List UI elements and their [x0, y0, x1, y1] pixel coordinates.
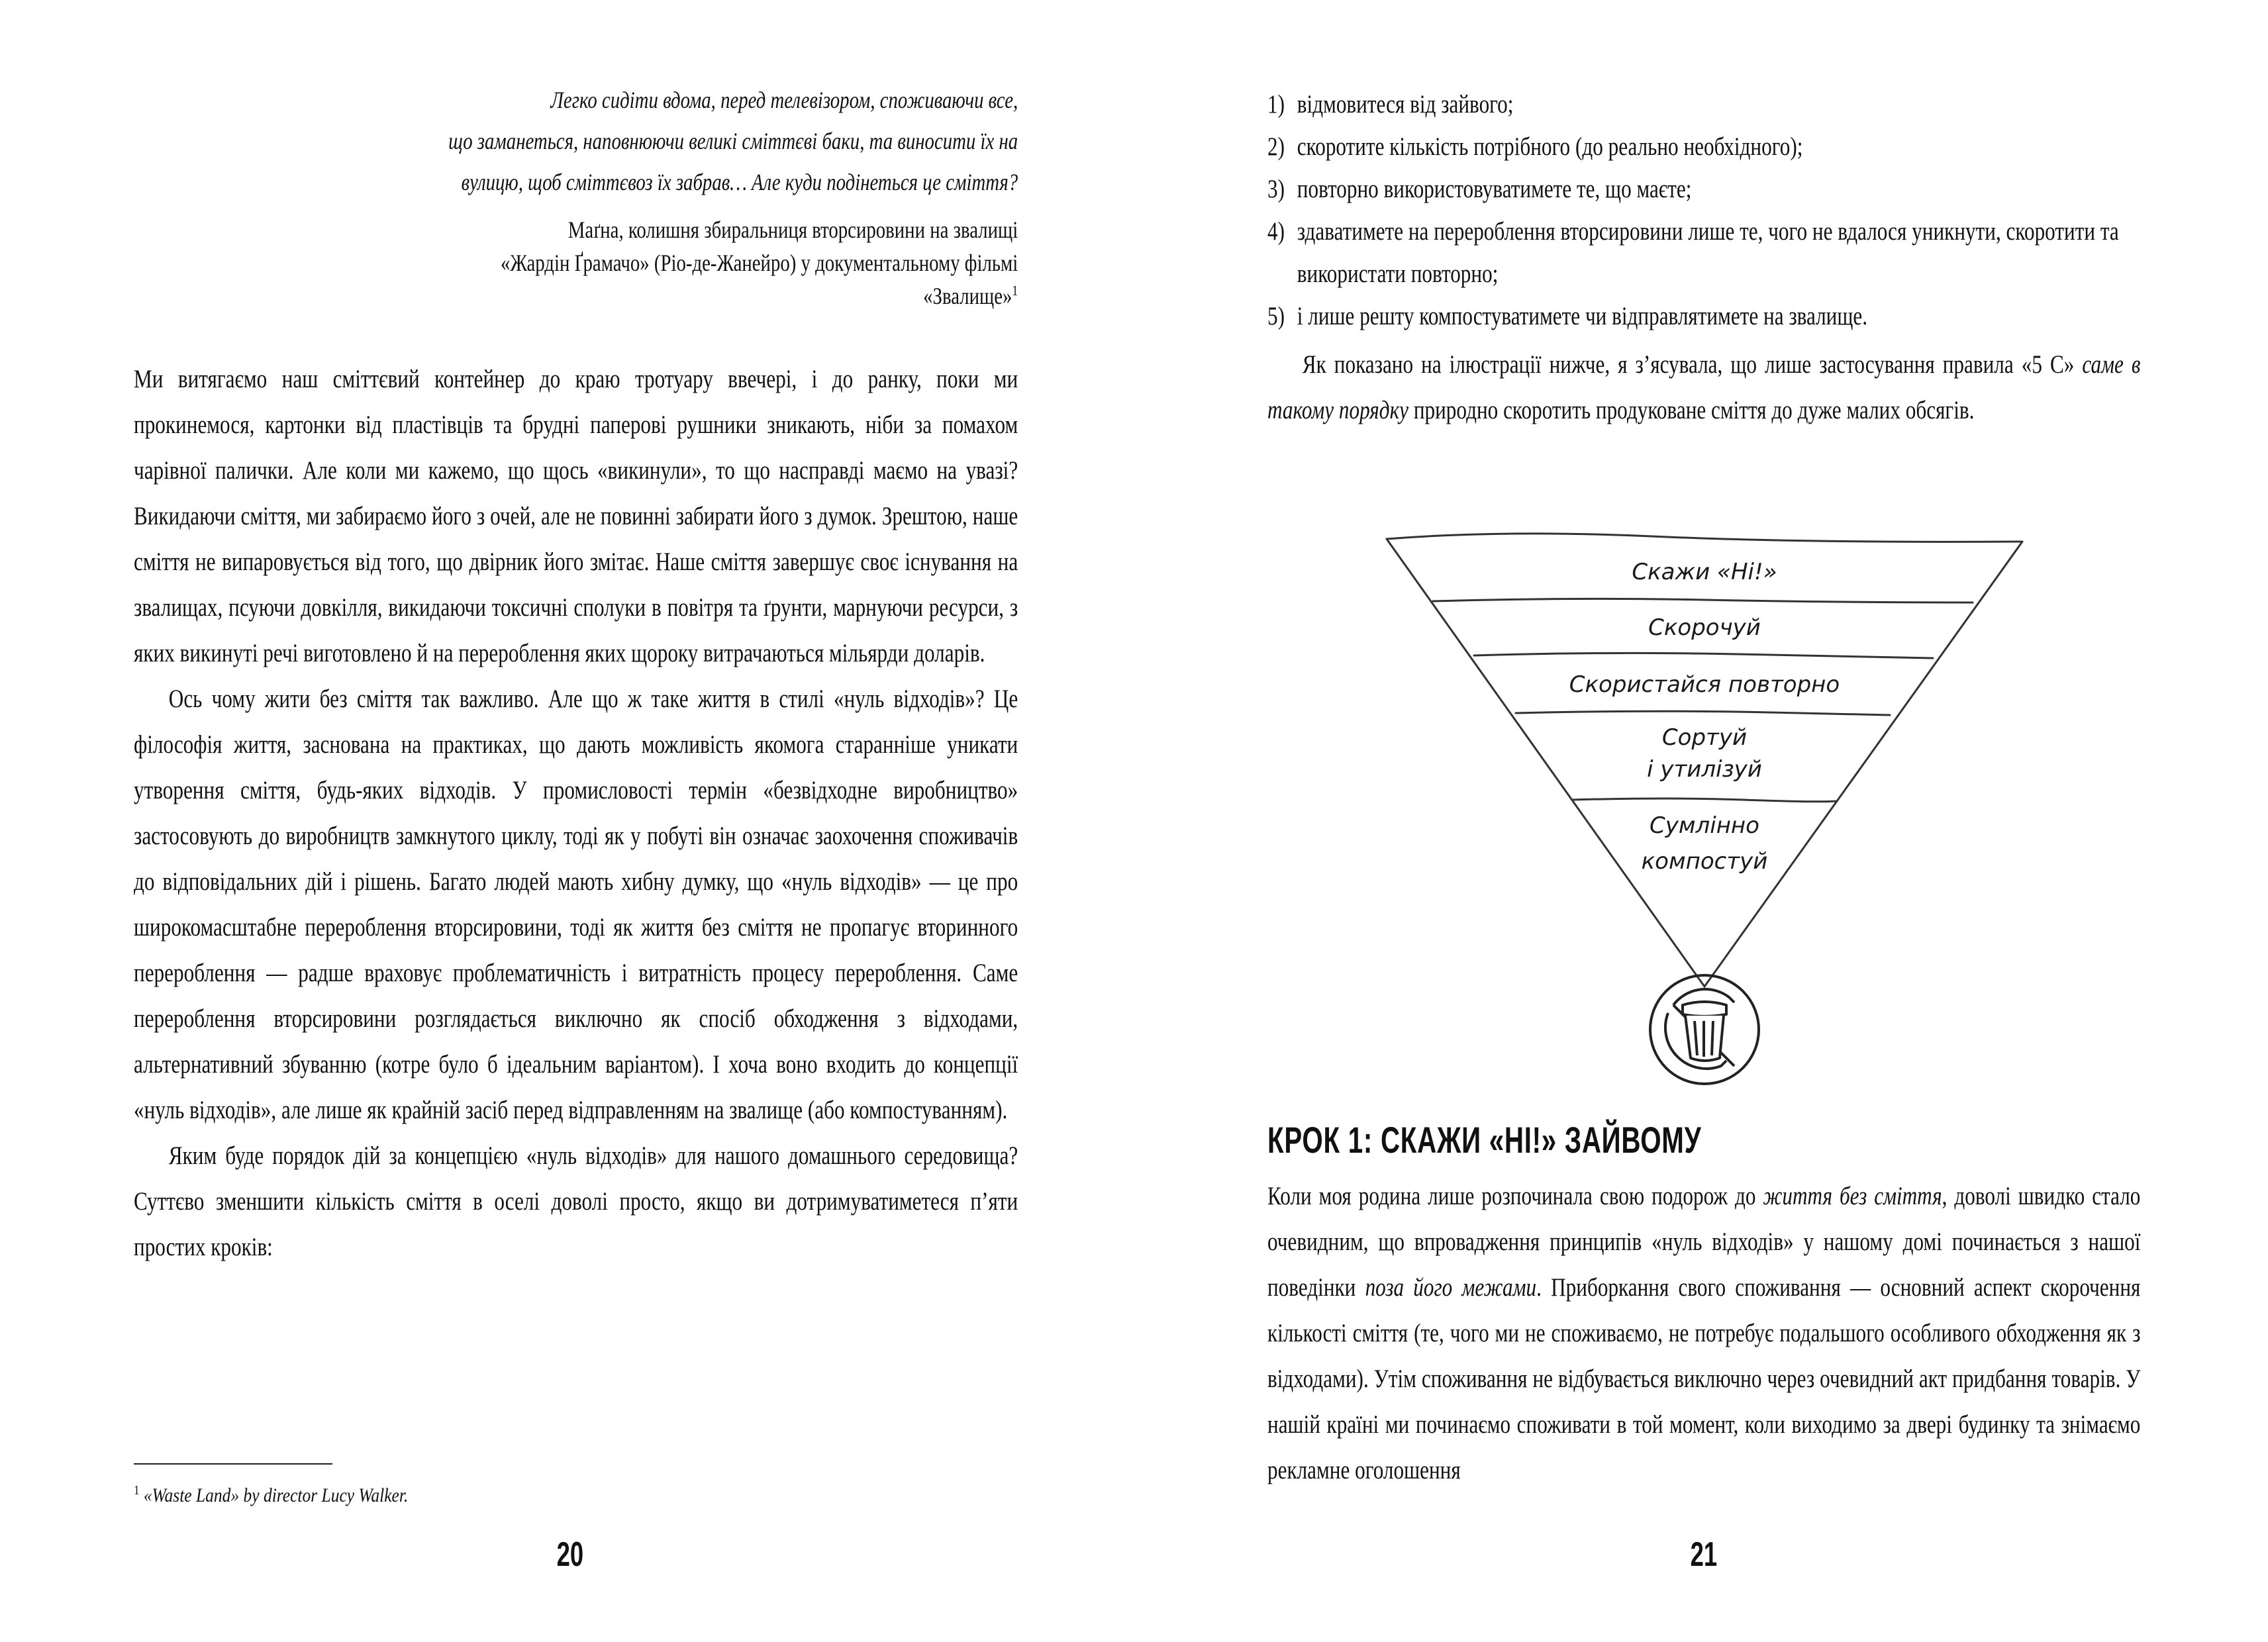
- pyramid-divider: [1433, 599, 1973, 603]
- step-number: 3): [1267, 175, 1285, 203]
- list-item: [1267, 168, 2140, 211]
- right-page: [1267, 0, 2140, 1642]
- footnote-text: «Waste Land» by director Lucy Walker.: [143, 1484, 409, 1506]
- text-run: Як показано на ілюстрації нижче, я з’ясувала, що лише застосування правила «5 С»: [1302, 350, 2083, 379]
- list-item: [1267, 295, 2140, 338]
- body-text: [134, 356, 1018, 1270]
- step-text: здаватимете на перероблення вторсировини лише те, чого не вдалося уникнути, скоротити та використати повторно;: [1297, 217, 2119, 288]
- attribution-line: «Жардін Ґрамачо» (Ріо-де-Жанейро) у документальному фільмі: [501, 250, 1018, 276]
- epigraph-attribution: [134, 213, 1018, 313]
- film-title: «Звалище»: [923, 283, 1012, 309]
- step-number: 1): [1267, 90, 1285, 119]
- steps-block: [1267, 83, 2140, 338]
- pyramid-level-reduce: Скорочуй: [1648, 614, 1761, 641]
- attribution-block: [134, 213, 1018, 313]
- pyramid-divider: [1474, 653, 1933, 658]
- step-number: 2): [1267, 132, 1285, 161]
- emphasis: поза його межами: [1365, 1273, 1537, 1302]
- footnote-ref: 1: [1012, 282, 1018, 299]
- text-run: . Приборкання свого споживання — основний аспект скорочення кількості сміття (те, чого ми не споживаємо, не потребує подальшого особливого обходження як з відходами). Утім споживання не відбувається виключно через очевидний акт придбання товарів. У нашій країні ми починаємо споживати в той момент, коли виходимо за двері будинку та знімаємо рекламне оголошення: [1267, 1273, 2141, 1484]
- step-text: скоротите кількість потрібного (до реально необхідного);: [1297, 132, 1803, 161]
- step-text: і лише решту компостуватимете чи відправлятимете на звалище.: [1297, 302, 1868, 330]
- list-item: [1267, 211, 2140, 295]
- pyramid-divider: [1572, 798, 1837, 802]
- pyramid-divider: [1516, 711, 1890, 715]
- paragraph: Ми витягаємо наш сміттєвий контейнер до краю тротуару ввечері, і до ранку, поки ми прокинемося, картонки від пластівців та брудні паперові рушники зникають, ніби за помахом чарівної палички. Але коли ми кажемо, що щось «викинули», то що насправді маємо на увазі? Викидаючи сміття, ми забираємо його з очей, але не повинні забирати його з думок. Зрештою, наше сміття не випаровується від того, що двірник його змітає. Наше сміття завершує своє існування на звалищах, псуючи довкілля, викидаючи токсичні сполуки в повітря та ґрунти, марнуючи ресурси, з яких викинуті речі виготовлено й на перероблення яких щороку витрачаються мільярди доларів.: [134, 365, 1018, 667]
- footnote-divider: [134, 1463, 332, 1465]
- left-page: [134, 0, 1018, 1642]
- steps-list: [1267, 83, 2140, 338]
- text-run: природно скоротить продуковане сміття до дуже малих обсягів.: [1408, 396, 1975, 424]
- page-number: 21: [1690, 1535, 1718, 1574]
- step-number: 5): [1267, 302, 1285, 330]
- no-trash-icon: [1642, 967, 1767, 1092]
- pyramid-level-compost: Сумлінно компостуй: [1641, 812, 1768, 875]
- list-item: [1267, 126, 2140, 168]
- text-run: , доволі швидко стало очевидним, що впровадження принципів «нуль відходів» у нашому домі починається з нашої поведінки: [1267, 1182, 2141, 1302]
- five-rs-pyramid: [1373, 516, 2036, 993]
- epigraph-line: вулицю, щоб сміттєвоз їх забрав… Але куди подінеться це сміття?: [461, 169, 1018, 195]
- pyramid-level-reuse: Скористайся повторно: [1569, 671, 1840, 698]
- footnote-number: 1: [134, 1483, 140, 1498]
- emphasis: саме в такому порядку: [1267, 350, 2141, 424]
- pyramid-level-refuse: Скажи «Ні!»: [1632, 559, 1777, 585]
- footnote: [134, 1483, 408, 1507]
- pyramid-level-recycle: Сортуй і утилізуй: [1647, 724, 1762, 783]
- page-number: 20: [556, 1535, 584, 1574]
- section-heading: КРОК 1: СКАЖИ «НІ!» ЗАЙВОМУ: [1267, 1119, 1702, 1161]
- emphasis: життя без сміття: [1763, 1182, 1942, 1210]
- section-paragraph: [1267, 1173, 2140, 1493]
- paragraph: Яким буде порядок дій за концепцією «нуль відходів» для нашого домашнього середовища? Суттєво зменшити кількість сміття в оселі доволі просто, якщо ви дотримуватиметеся п’яти простих кроків:: [134, 1141, 1018, 1261]
- text-run: Коли моя родина лише розпочинала свою подорож до: [1267, 1182, 1763, 1210]
- step-text: відмовитеся від зайвого;: [1297, 90, 1514, 119]
- attribution-line: Маґна, колишня збиральниця вторсировини на звалищі: [567, 217, 1018, 243]
- epigraph-quote: [134, 79, 1018, 203]
- paragraph: Ось чому жити без сміття так важливо. Але що ж таке життя в стилі «нуль відходів»? Це філософія життя, заснована на практиках, що дають можливість якомога старанніше уникати утворення сміття, будь-яких відходів. У промисловості термін «безвідходне виробництво» застосовують до виробництв замкнутого циклу, тоді як у побуті він означає заохочення споживачів до відповідальних дій і рішень. Багато людей мають хибну думку, що «нуль відходів» — це про широкомасштабне перероблення вторсировини, тоді як життя без сміття не пропагує вторинного перероблення — радше враховує проблематичність і витратність процесу перероблення. Саме перероблення вторсировини розглядається виключно як спосіб обходження з відходами, альтернативний збуванню (котре було б ідеальним варіантом). І хоча воно входить до концепції «нуль відходів», але лише як крайній засіб перед відправленням на звалище (або компостуванням).: [134, 685, 1018, 1124]
- intro-paragraph: [1267, 342, 2140, 433]
- step-number: 4): [1267, 217, 1285, 246]
- list-item: [1267, 83, 2140, 126]
- paragraph: [1267, 342, 2140, 433]
- epigraph-line: Легко сидіти вдома, перед телевізором, споживаючи все,: [550, 87, 1018, 113]
- pyramid-top-edge: [1387, 534, 2022, 542]
- paragraph: [1267, 1173, 2140, 1493]
- attribution-line: [287, 279, 1018, 313]
- step-text: повторно використовуватимете те, що маєте;: [1297, 175, 1692, 203]
- epigraph-line: що заманеться, наповнюючи великі сміттєві баки, та виносити їх на: [448, 128, 1018, 154]
- epigraph-block: [134, 79, 1018, 203]
